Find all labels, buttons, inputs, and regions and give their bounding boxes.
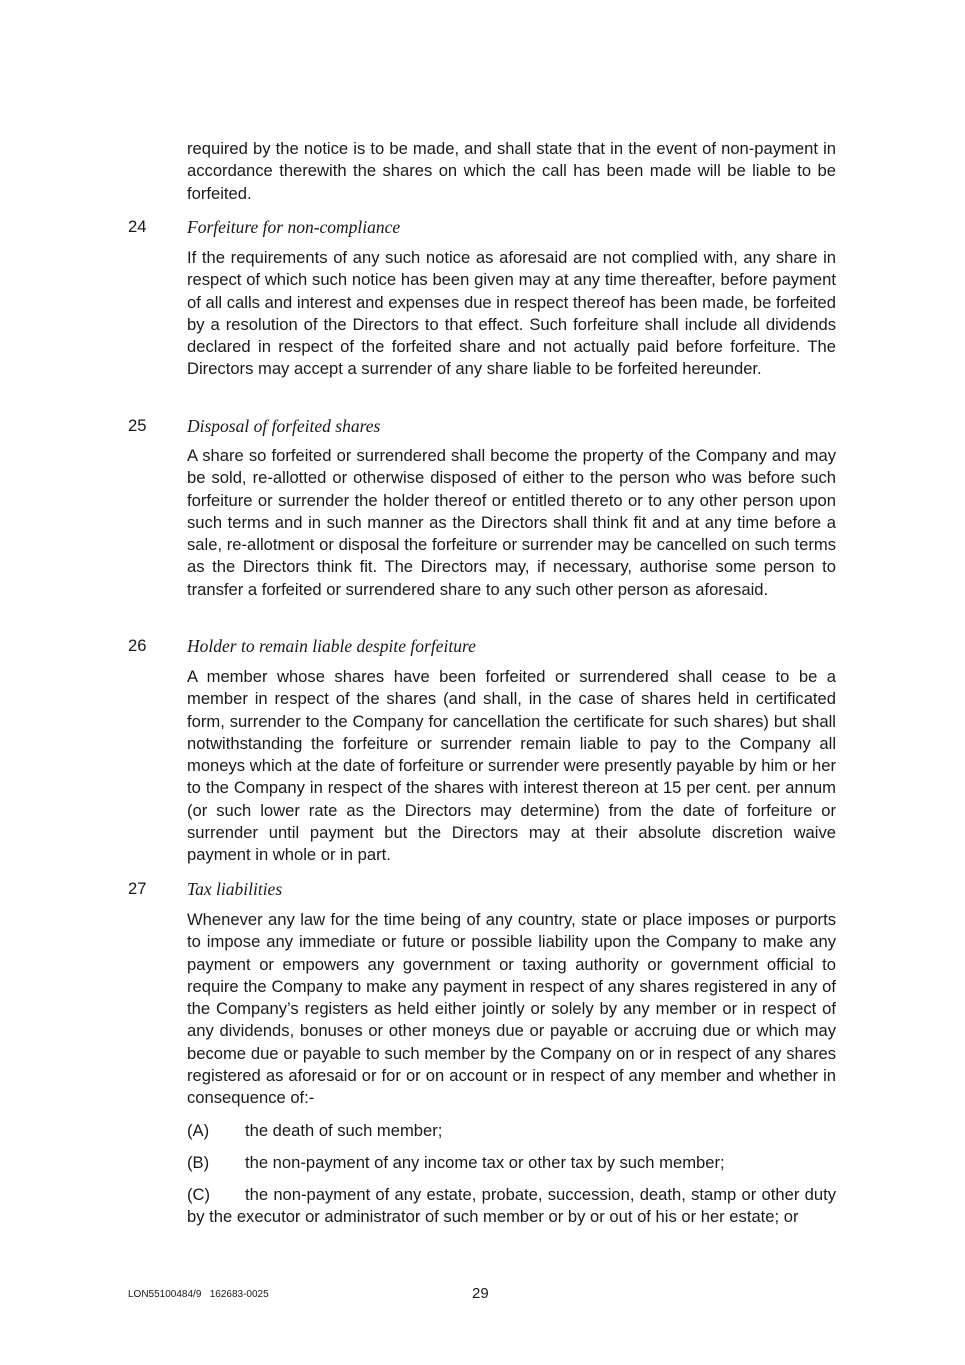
section-24-text: If the requirements of any such notice as aforesaid are not complied with, any share in respect of which such notice has been given may at any time thereafter, before payment of all calls and interest and expenses due in respect thereof has been made, be forfeited by a resolution of the Directors to that effect. Such forfeiture shall include all dividends declared in respect of the forfeited share and not actually paid before forfeiture. The Directors may accept a surrender of any share liable to be forfeited hereunder. [187, 248, 836, 379]
section-26-text: A member whose shares have been forfeited or surrendered shall cease to be a member in respect of the shares (and shall, in the case of shares held in certificated form, surrender to the Company for cancellation the certificate for such shares) but shall notwithstanding the forfeiture or surrender remain liable to pay to the Company all moneys which at the date of forfeiture or surrender were presently payable by him or her to the Company in respect of the shares with interest thereon at 15 per cent. per annum (or such lower rate as the Directors may determine) from the date of forfeiture or surrender until payment but the Directors may at their absolute discretion waive payment in whole or in part. [187, 667, 836, 865]
section-26-number: 26 [128, 636, 147, 655]
sub-item-b [187, 1152, 836, 1174]
sub-item-c-text: the non-payment of any estate, probate, succession, death, stamp or other duty by the executor or administrator of such member or by or out of his or her estate; or [187, 1185, 836, 1227]
section-25-title: Disposal of forfeited shares [187, 416, 381, 436]
section-25-text: A share so forfeited or surrendered shall become the property of the Company and may be sold, re-allotted or otherwise disposed of either to the person who was before such forfeiture or surrender the holder thereof or entitled thereto or to any other person upon such terms and in such manner as the Directors shall think fit and at any time before a sale, re-allotment or disposal the forfeiture or surrender may be cancelled on such terms as the Directors think fit. The Directors may, if necessary, authorise some person to transfer a forfeited or surrendered share to any such other person as aforesaid. [187, 446, 836, 599]
footer-doc-ref: LON55100484/9 162683-0025 [128, 1289, 269, 1300]
intro-paragraph: required by the notice is to be made, and shall state that in the event of non-payment in accordance therewith the shares on which the call has been made will be liable to be forfeited. [187, 139, 836, 203]
section-25-number: 25 [128, 416, 147, 435]
sub-item-b-label: (B) [187, 1153, 210, 1172]
sub-item-a-text: the death of such member; [245, 1121, 443, 1140]
section-26-title: Holder to remain liable despite forfeiture [187, 636, 476, 656]
section-24-title: Forfeiture for non-compliance [187, 217, 401, 237]
section-27-number: 27 [128, 879, 147, 898]
section-27-title: Tax liabilities [187, 879, 283, 899]
section-27-text: Whenever any law for the time being of any country, state or place imposes or purports to impose any immediate or future or possible liability upon the Company to make any payment or empowers any government or taxing authority or government official to require the Company to make any payment in respect of any shares registered in any of the Company’s registers as held either jointly or solely by any member or in respect of any dividends, bonuses or other moneys due or payable or accruing due or which may become due or payable to such member by the Company on or in respect of any shares registered as aforesaid or for or on account or in respect of any member and whether in consequence of:- [187, 910, 836, 1108]
sub-item-a-label: (A) [187, 1121, 210, 1140]
sub-item-c-label: (C) [187, 1185, 211, 1204]
footer-page-number: 29 [472, 1285, 489, 1302]
sub-item-c [187, 1184, 836, 1229]
sub-item-a [187, 1120, 836, 1142]
sub-item-b-text: the non-payment of any income tax or other tax by such member; [245, 1153, 725, 1172]
section-24-number: 24 [128, 217, 147, 236]
